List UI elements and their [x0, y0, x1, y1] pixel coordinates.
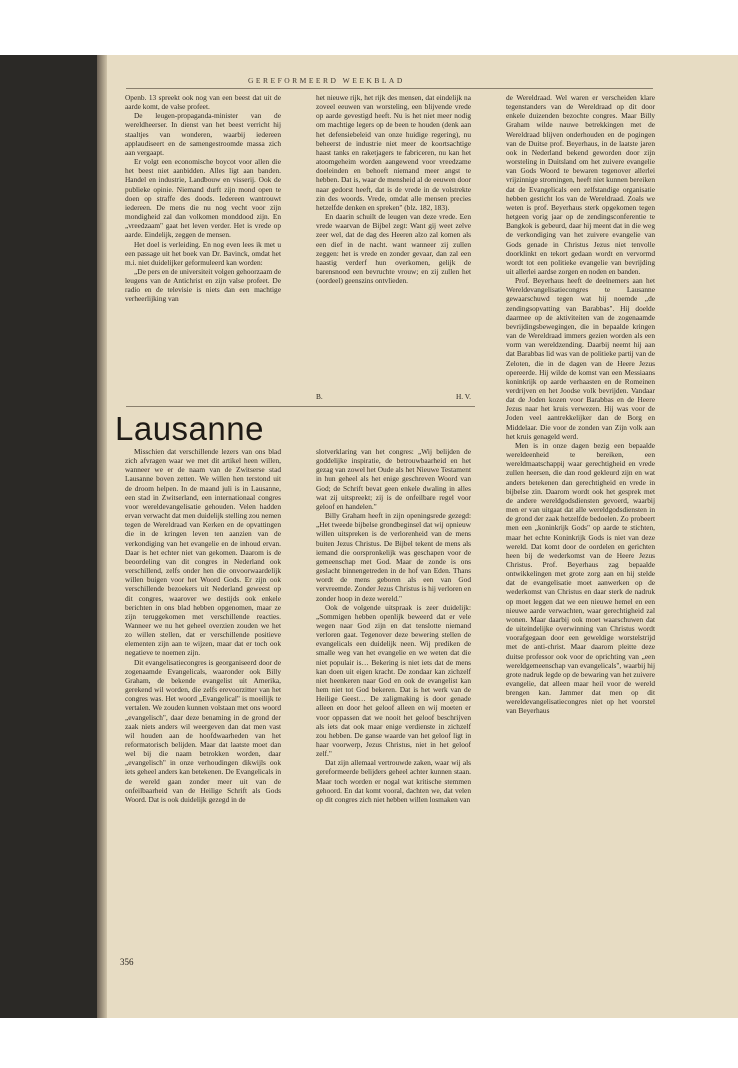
running-header: GEREFORMEERD WEEKBLAD	[248, 76, 405, 85]
top-middle-column	[316, 93, 471, 399]
paragraph: Het doel is verleiding. En nog even lees ik met u een passage uit het boek van Dr. Bavinck, omdat het m.i. niet duidelijker geformuleerd kan worden:	[125, 239, 281, 267]
paragraph: Misschien dat verschillende lezers van ons blad zich afvragen waar we met dit artikel heen willen, wanneer we er de naam van de Zwitserse stad Lausanne boven zetten. We willen hen terstond uit de droom helpen. In de maand juli is in Lausanne, een stad in Zwitserland, een internationaal congres voor wereldevangelisatie gehouden. Velen hadden ervan verwacht dat men duidelijk stelling zou nemen tegen de Wereldraad van Kerken en de opvattingen die in de kringen leven ten aanzien van de verkondiging van het evangelie en de inhoud ervan. Daar is het echter niet van gekomen. Daarom is de beoordeling van dit congres in Nederland ook verschillend, zelfs onder hen die onvoorwaardelijk willen buigen voor het Woord Gods. Er zijn ook verschillende bezoekers uit Nederland geweest op dit congres, waarover we destijds ook enkele berichten in ons blad hebben opgenomen, maar ze zijn teruggekomen met verschillende reacties. Wanneer we nu het geheel overzien zouden we het zo willen stellen, dat er verschillende positieve elementen zijn aan te wijzen, maar dat er toch ook negatieve te noemen zijn.	[125, 447, 281, 658]
paragraph: De leugen-propaganda-minister van de wereldheerser. In dienst van het beest verricht hij staaltjes van wonderen, waarbij iedereen applaudiseert en de samengestroomde massa zich aan vergaapt.	[125, 111, 281, 157]
paragraph: de Wereldraad. Wel waren er verscheiden klare tegenstanders van de Wereldraad op dit door enkele duizenden bezochte congres. Maar Billy Graham wilde nauwe betrekkingen met de Wereldraad blijven onderhouden en de pogingen van de Duitse prof. Beyerhaus, in de laatste jaren ook in Nederland bekend geworden door zijn worsteling in Duitsland om het zuivere evangelie van Gods Woord te bewaren tegenover allerlei vrijzinnige stromingen, heeft niet kunnen bereiken dat de Evangelicals een zelfstandige organisatie hebben gesticht los van de Wereldraad. Zoals we weten is prof. Beyerhaus sterk opgekomen tegen hetgeen vorig jaar op de zendingsconferentie te Bangkok is gebeurd, daar hij meent dat in die weg de verkondiging van het zuivere evangelie van Gods genade in Christus Jezus niet tenvolle doorklinkt en tekort gedaan wordt en vervormd wordt tot een politieke evangelie van bevrijding uit allerlei aardse zorgen en noden en banden.	[506, 93, 655, 276]
paragraph: Dit evangelisatiecongres is georganiseerd door de zogenaamde Evangelicals, waaronder ook Billy Graham, de bekende evangelist uit Amerika, gerekend wil worden, die zelfs erevoorzitter van het congres was. Het woord „Evangelical" is moeilijk te vertalen. We zouden kunnen volstaan met ons woord „evangelisch", daar deze benaming in de grond der zaak niets anders wil weergeven dan dat men vast wil houden aan de hoofdwaarheden van het reformatorisch belijden. Maar dat laatste moet dan wel bij die naam betrokken worden, daar „evangelisch" in onze verhoudingen dikwijls ook iets geheel anders kan betekenen. De Evangelicals in de wereld gaan zonder meer uit van de onfeilbaarheid van de Heilige Schrift als Gods Woord. Dat is ook duidelijk gezegd in de	[125, 657, 281, 804]
signature-right: H. V.	[455, 392, 471, 401]
top-left-column	[125, 93, 281, 409]
paragraph: Openb. 13 spreekt ook nog van een beest dat uit de aarde komt, de valse profeet.	[125, 93, 281, 112]
paragraph: Prof. Beyerhaus heeft de deelnemers aan het Wereldevangelisatiecongres te Lausanne gewaarschuwd tegen wat hij noemde „de zendingsopvatting van Barabbas". Hij doelde daarmee op de aktiviteiten van de zogenaamde bevrijdingsbewegingen, die in bepaalde kringen van de Wereldraad immers gezien worden als een vorm van wereldzending. Daarbij neemt hij aan dat Barabbas lid was van de politieke partij van de Zeloten, die in de dagen van de Heere Jezus opereerde. Hij wilde de komst van een Messiaans koninkrijk op aarde verhaasten en de Romeinen verdrijven en het Joodse volk bevrijden. Vandaar dat de Joden kozen voor Barabbas en de Heere Jezus naar het kruis verwezen. Hij was voor de Joden veel aantrekkelijker dan de Borg en Middelaar. Die voor de zonden van Zijn volk aan het kruis genageld werd.	[506, 276, 655, 441]
page-binding-shadow	[97, 55, 107, 1018]
paragraph: slotverklaring van het congres: „Wij belijden de goddelijke inspiratie, de betrouwbaarheid en het gezag van zowel het Oude als het Nieuwe Testament in hun geheel als het enige geschreven Woord van God; de Schrift bevat geen enkele dwaling in alles wat zij uitspreekt; zij is de onfeilbare regel voor geloof en handelen."	[316, 447, 471, 511]
page-number: 356	[120, 957, 134, 967]
article-title: Lausanne	[115, 410, 264, 447]
paragraph: Ook de volgende uitspraak is zeer duidelijk: „Sommigen hebben openlijk beweerd dat er vele wegen naar God zijn en dat tenslotte niemand verloren gaat. Tegenover deze bewering stellen de evangelicals een duidelijk neen. Wij prediken de smalle weg van het evangelie en we weten dat die niet populair is… Bekering is niet iets dat de mens kan doen uit eigen kracht. De zondaar kan zichzelf niet heenkeren naar God en ook de evangelist kan hem niet tot God bekeren. Dat is het werk van de Heilige Geest… De zaligmaking is door genade alleen en door het geloof alleen en wij moeten er voor oppassen dat we nooit het geloof beschrijven als iets dat ook maar enige verdienste in zichzelf zou hebben. De ganse waarde van het geloof ligt in haar voorwerp, Jezus Christus, niet in het geloof zelf."	[316, 602, 471, 759]
paragraph: Er volgt een economische boycot voor allen die het beest niet aanbidden. Alles ligt aan banden. Handel en industrie, Landbouw en visserij. Ook de publieke opinie. Niemand durft zijn mond open te doen op straffe des doods. Iedereen wantrouwt iedereen. De mens die nu nog vecht voor zijn mondigheid zal dan volkomen monddood zijn. En „vreedzaam" gaat het leven verder. Het is vrede op aarde. Eindelijk, zeggen de mensen.	[125, 157, 281, 240]
bottom-middle-column	[316, 447, 471, 943]
right-column	[506, 93, 655, 952]
section-divider-rule	[126, 406, 475, 407]
paragraph: Men is in onze dagen bezig een bepaalde wereldeenheid te bereiken, een wereldmaatschappij waar gerechtigheid en vrede zullen heersen, die dan rood gekleurd zijn en wat anders betekenen dan gerechtigheid en vrede in bijbelse zin. Daarom wordt ook het gesprek met de andere wereldgodsdiensten gevoerd, waarbij men er van uitgaat dat alle wereldgodsdiensten in de grond der zaak hetzelfde bedoelen. Zo probeert men een „koninkrijk Gods" op aarde te stichten, maar het echte Koninkrijk Gods is niet van deze wereld. Dat komt door de oordelen en gerichten heen bij de wederkomst van de Heere Jezus Christus. Prof. Beyerhaus zag bepaalde ontwikkelingen met grote zorg aan en hij stelde dat de evangelisatie moet aanwerken op de wederkomst van Christus en daar sterk de nadruk op moet leggen dat we een nieuwe hemel en een nieuwe aarde verwachten, waar gerechtigheid zal wonen. Maar daarbij ook moet waarschuwen dat de uiteindelijke overwinning van Christus wordt voorafgegaan door een geweldige worstelstrijd met de anti-christ. Maar daarom pleitte deze duitse professor ook voor de oprichting van „een wereldgemeenschap van evangelicals", waarbij hij grote nadruk legde op de bewaring van het zuivere evangelie, dat alleen maar heil voor de wereld brengen kan. Jammer dat men op dit wereldevangelisatiecongres niet op het voorstel van Beyerhaus	[506, 440, 655, 716]
article-signature	[316, 392, 471, 401]
paragraph: Dat zijn allemaal vertrouwde zaken, waar wij als gereformeerde belijders geheel achter kunnen staan. Maar toch worden er nogal wat kritische stemmen gehoord. En dat komt vooral, dachten we, dat velen op dit congres zich niet hebben willen losmaken van	[316, 758, 471, 804]
paragraph: het nieuwe rijk, het rijk des mensen, dat eindelijk na zoveel eeuwen van worsteling, een blijvende vrede op aarde gevestigd heeft. Nu is het niet meer nodig om machtige legers op de been te houden (denk aan het defensiebeleid van onze huidige regering), nu beheerst de industrie niet meer de koortsachtige haast tanks en raketjagers te fabriceren, nu kan het atoomgeheim worden aangewend voor vreedzame doeleinden en behoeft niemand meer angst te hebben. Dat is, waar de mensheid al de eeuwen door naar gedorst heeft, dat is de vrede in de volstrekte zin des woords. Vrede, omdat alle mensen precies hetzelfde denken en spreken" (blz. 182, 183).	[316, 93, 471, 212]
bottom-left-column	[125, 447, 281, 943]
header-rule	[126, 88, 653, 89]
paragraph: En daarin schuilt de leugen van deze vrede. Een vrede waarvan de Bijbel zegt: Want gij weet zelve zeer wel, dat de dag des Heeren alzo zal komen als een dief in de nacht. want wanneer zij zullen zeggen: het is vrede en zonder gevaar, dan zal een haastig verderf hun overkomen, gelijk de barensnood een bevruchte vrouw; en zij zullen het (oordeel) geenszins ontvlieden.	[316, 212, 471, 286]
paragraph: „De pers en de universiteit volgen gehoorzaam de leugens van de Antichrist en zijn valse profeet. De radio en de televisie is niets dan een machtige verheerlijking van	[125, 266, 281, 304]
paragraph: Billy Graham heeft in zijn openingsrede gezegd: „Het tweede bijbelse grondbeginsel dat wij opnieuw willen uitspreken is de verlorenheid van de mens buiten Jezus Christus. De Bijbel tekent de mens als iemand die oorspronkelijk was geschapen voor de gemeenschap met God. Maar de zonde is ons geslacht binnengetreden in de hof van Eden. Thans wordt de mens geboren als een van God vervreemde. Zonder Jezus Christus is hij verloren en zonder hoop in deze wereld."	[316, 511, 471, 603]
signature-left: B.	[316, 392, 323, 401]
